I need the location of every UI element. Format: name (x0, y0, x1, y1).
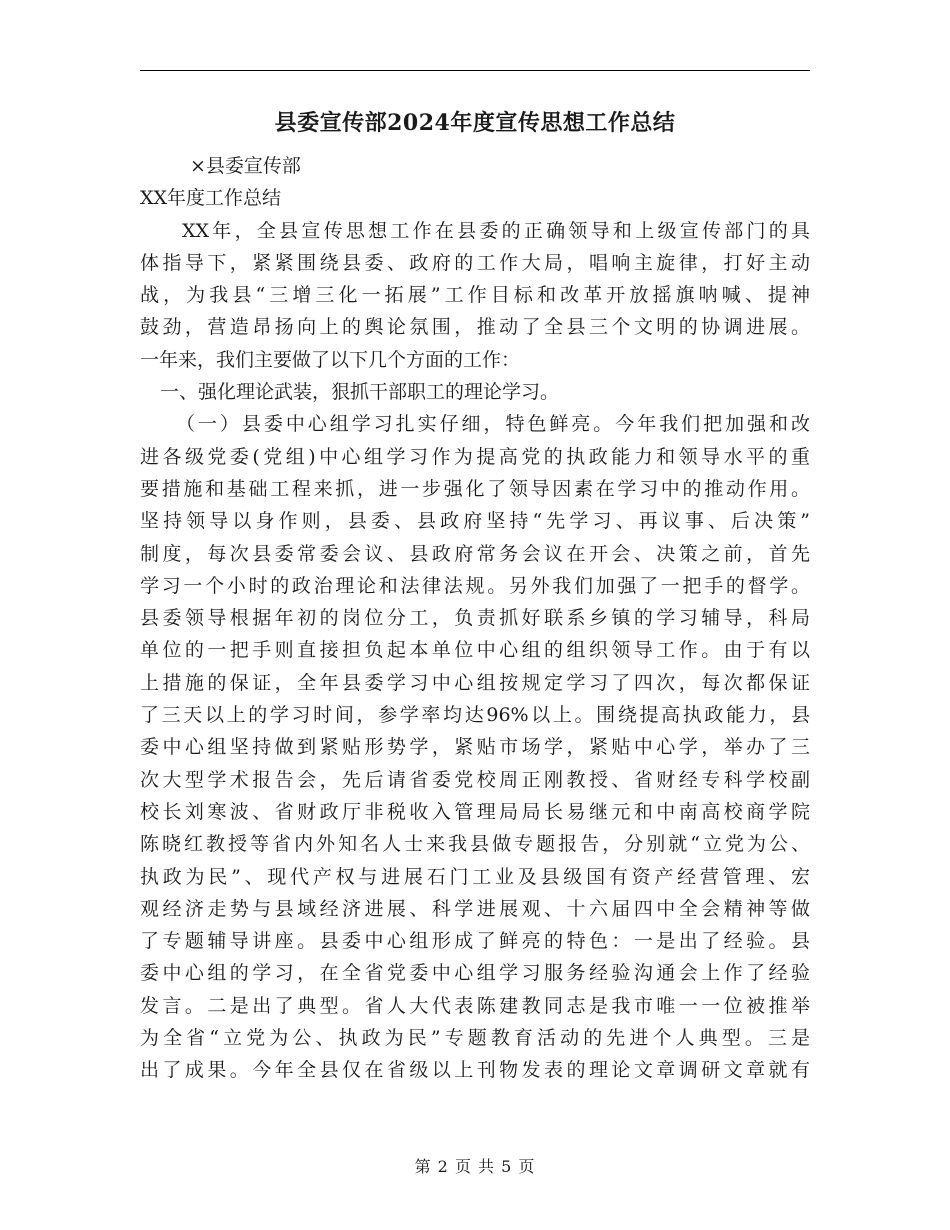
body-line: 委中心组的学习，在全省党委中心组学习服务经验沟通会上作了经验 (140, 962, 810, 985)
body-line: 要措施和基础工程来抓，进一步强化了领导因素在学习中的推动作用。 (140, 477, 810, 500)
body-line: 学习一个小时的政治理论和法律法规。另外我们加强了一把手的督学。 (140, 574, 810, 597)
body-line: 出了成果。今年全县仅在省级以上刊物发表的理论文章调研文章就有 (140, 1059, 810, 1082)
body-line: ×县委宣传部 (190, 155, 301, 177)
body-line: 制度，每次县委常委会议、县政府常务会议在开会、决策之前，首先 (140, 542, 810, 565)
body-line: 进各级党委(党组)中心组学习作为提高党的执政能力和领导水平的重 (140, 445, 810, 468)
body-line: 执政为民”、现代产权与进展石门工业及县级国有资产经营管理、宏 (140, 865, 810, 888)
body-line: 了专题辅导讲座。县委中心组形成了鲜亮的特色：一是出了经验。县 (140, 930, 810, 953)
body-line: 鼓劲，营造昂扬向上的舆论氛围，推动了全县三个文明的协调进展。 (140, 316, 810, 339)
body-line: XX年度工作总结 (140, 187, 282, 210)
body-line: 委中心组坚持做到紧贴形势学，紧贴市场学，紧贴中心学，举办了三 (140, 736, 810, 759)
body-line: 为全省“立党为公、执政为民”专题教育活动的先进个人典型。三是 (140, 1027, 810, 1050)
body-line: 战，为我县“三增三化一拓展”工作目标和改革开放摇旗呐喊、提神 (140, 284, 810, 307)
body-line: 观经济走势与县域经济进展、科学进展观、十六届四中全会精神等做 (140, 897, 810, 920)
body-line: 陈晓红教授等省内外知名人士来我县做专题报告，分别就“立党为公、 (140, 833, 810, 856)
body-line: 一年来，我们主要做了以下几个方面的工作： (140, 348, 521, 371)
header-rule (140, 70, 810, 71)
body-line: 了三天以上的学习时间，参学率均达96%以上。围绕提高执政能力，县 (140, 704, 810, 727)
page-footer: 第 2 页 共 5 页 (414, 1157, 536, 1176)
body-line: 次大型学术报告会，先后请省委党校周正刚教授、省财经专科学校副 (140, 768, 810, 791)
body-line: 校长刘寒波、省财政厅非税收入管理局局长易继元和中南高校商学院 (140, 800, 810, 823)
document-title: 县委宣传部2024年度宣传思想工作总结 (274, 110, 676, 136)
body-line: XX年，全县宣传思想工作在县委的正确领导和上级宣传部门的具 (182, 219, 810, 242)
document-body (140, 150, 810, 1087)
body-line: 上措施的保证，全年县委学习中心组按规定学习了四次，每次都保证 (140, 671, 810, 694)
body-line: 单位的一把手则直接担负起本单位中心组的组织领导工作。由于有以 (140, 639, 810, 662)
section-heading: 一、强化理论武装，狠抓干部职工的理论学习。 (160, 381, 560, 404)
body-line: 坚持领导以身作则，县委、县政府坚持“先学习、再议事、后决策” (140, 510, 810, 533)
body-line: 发言。二是出了典型。省人大代表陈建教同志是我市唯一一位被推举 (140, 994, 810, 1017)
body-line: 体指导下，紧紧围绕县委、政府的工作大局，唱响主旋律，打好主动 (140, 251, 810, 274)
body-line: 县委领导根据年初的岗位分工，负责抓好联系乡镇的学习辅导，科局 (140, 607, 810, 630)
body-line: （一）县委中心组学习扎实仔细，特色鲜亮。今年我们把加强和改 (176, 413, 810, 436)
